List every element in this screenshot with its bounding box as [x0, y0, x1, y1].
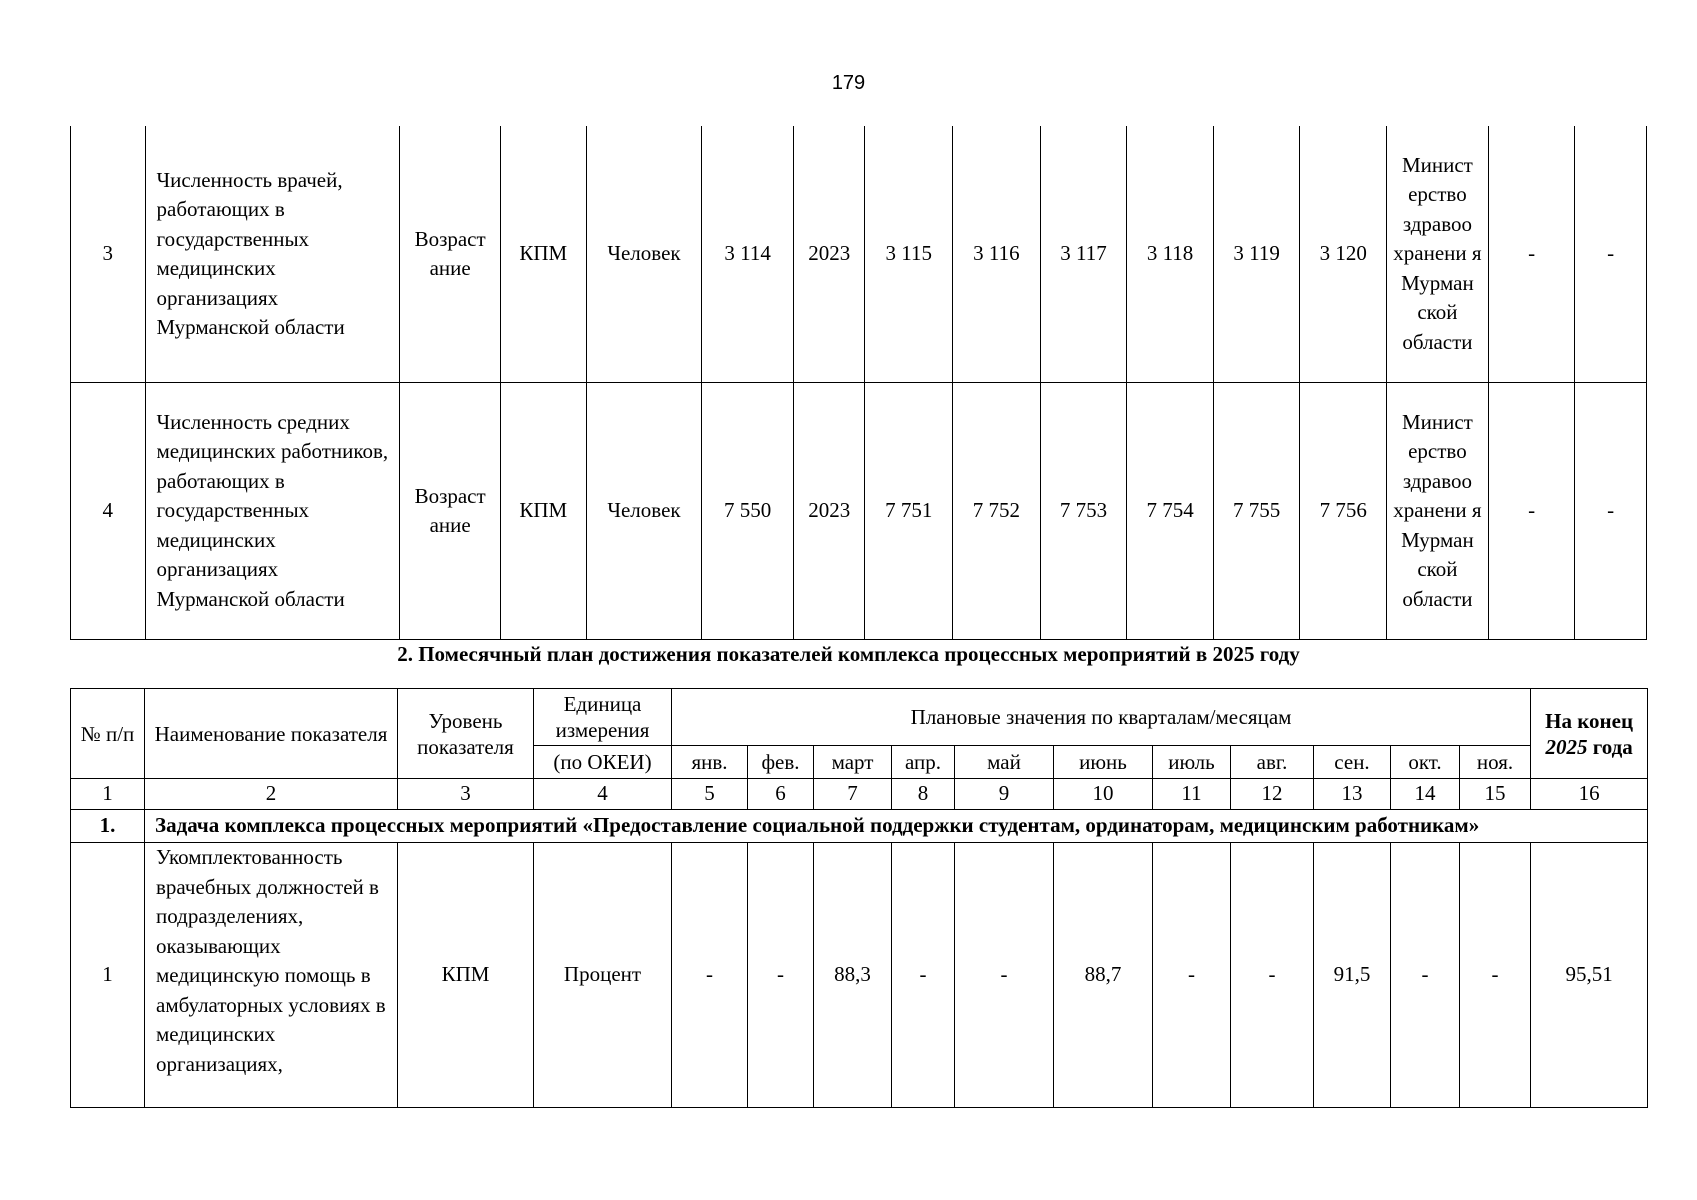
value-cell: 7 752	[953, 383, 1041, 640]
header-row	[71, 689, 1648, 746]
header-end	[1531, 689, 1648, 779]
indicator-unit: Процент	[534, 843, 672, 1108]
column-number: 12	[1231, 779, 1314, 810]
header-unit: Единица измерения	[534, 689, 672, 746]
table-row	[71, 843, 1648, 1108]
month-header: ноя.	[1460, 746, 1531, 779]
indicator-trend: Возраст ание	[400, 126, 501, 383]
header-num: № п/п	[71, 689, 145, 779]
header-end-suffix: года	[1592, 734, 1633, 759]
indicators-table-continuation	[70, 126, 1647, 640]
indicator-unit: Человек	[586, 383, 702, 640]
month-header: июль	[1153, 746, 1231, 779]
row-number: 4	[71, 383, 146, 640]
row-number: 3	[71, 126, 146, 383]
table-row	[71, 126, 1647, 383]
task-text: Задача комплекса процессных мероприятий «Предоставление социальной поддержки студентам, ординаторам, медицинским работникам»	[145, 810, 1648, 843]
month-header: фев.	[748, 746, 814, 779]
task-row	[71, 810, 1648, 843]
indicator-name: Численность врачей, работающих в государственных медицинских организациях Мурманской области	[145, 126, 400, 383]
column-number: 14	[1391, 779, 1460, 810]
month-value: 88,3	[814, 843, 892, 1108]
month-value: -	[672, 843, 748, 1108]
header-unit-sub: (по ОКЕИ)	[534, 746, 672, 779]
value-cell: 3 117	[1040, 126, 1127, 383]
month-header: янв.	[672, 746, 748, 779]
month-header: май	[955, 746, 1054, 779]
month-value: -	[892, 843, 955, 1108]
column-number: 15	[1460, 779, 1531, 810]
month-value: -	[1153, 843, 1231, 1108]
value-cell: 7 753	[1040, 383, 1127, 640]
indicator-level: КПМ	[398, 843, 534, 1108]
month-header: апр.	[892, 746, 955, 779]
indicator-name: Численность средних медицинских работников, работающих в государственных медицинских организациях Мурманской области	[145, 383, 400, 640]
dash-cell: -	[1488, 383, 1575, 640]
value-cell: 3 115	[865, 126, 953, 383]
month-header: окт.	[1391, 746, 1460, 779]
month-value: 91,5	[1314, 843, 1391, 1108]
indicator-trend: Возраст ание	[400, 383, 501, 640]
month-value: 88,7	[1054, 843, 1153, 1108]
dash-cell: -	[1575, 126, 1647, 383]
month-header: авг.	[1231, 746, 1314, 779]
value-cell: 3 120	[1300, 126, 1387, 383]
page-number: 179	[831, 72, 866, 94]
header-end-label: На конец	[1545, 708, 1634, 733]
base-year: 2023	[793, 383, 864, 640]
base-year: 2023	[793, 126, 864, 383]
indicator-level: КПМ	[500, 383, 586, 640]
month-value: -	[1460, 843, 1531, 1108]
section-title: 2. Помесячный план достижения показателей комплекса процессных мероприятий в 2025 году	[397, 642, 1300, 666]
month-header: сен.	[1314, 746, 1391, 779]
indicator-name: Укомплектованность врачебных должностей в подразделениях, оказывающих медицинскую помощь в амбулаторных условиях в медицинских организациях,	[145, 843, 398, 1108]
column-number: 16	[1531, 779, 1648, 810]
table-row	[71, 383, 1647, 640]
column-number: 7	[814, 779, 892, 810]
month-value: -	[955, 843, 1054, 1108]
column-number: 10	[1054, 779, 1153, 810]
column-number: 8	[892, 779, 955, 810]
value-cell: 7 756	[1300, 383, 1387, 640]
base-value: 7 550	[702, 383, 794, 640]
month-value: -	[748, 843, 814, 1108]
dash-cell: -	[1488, 126, 1575, 383]
base-value: 3 114	[702, 126, 794, 383]
column-number: 6	[748, 779, 814, 810]
month-value: -	[1391, 843, 1460, 1108]
value-cell: 3 116	[953, 126, 1041, 383]
row-number: 1	[71, 843, 145, 1108]
column-number: 13	[1314, 779, 1391, 810]
responsible-body: Минист ерство здравоо хранени я Мурман ской области	[1387, 126, 1489, 383]
header-name: Наименование показателя	[145, 689, 398, 779]
header-level: Уровень показателя	[398, 689, 534, 779]
column-number: 9	[955, 779, 1054, 810]
indicator-level: КПМ	[500, 126, 586, 383]
column-number: 3	[398, 779, 534, 810]
header-planned: Плановые значения по кварталам/месяцам	[672, 689, 1531, 746]
month-header: март	[814, 746, 892, 779]
responsible-body: Минист ерство здравоо хранени я Мурман ской области	[1387, 383, 1489, 640]
column-number: 2	[145, 779, 398, 810]
task-number: 1.	[71, 810, 145, 843]
column-number: 5	[672, 779, 748, 810]
column-number: 4	[534, 779, 672, 810]
end-value: 95,51	[1531, 843, 1648, 1108]
monthly-plan-table	[70, 688, 1648, 1108]
column-number: 1	[71, 779, 145, 810]
dash-cell: -	[1575, 383, 1647, 640]
month-header: июнь	[1054, 746, 1153, 779]
column-number-row	[71, 779, 1648, 810]
value-cell: 3 118	[1127, 126, 1214, 383]
value-cell: 7 751	[865, 383, 953, 640]
month-value: -	[1231, 843, 1314, 1108]
indicator-unit: Человек	[586, 126, 702, 383]
value-cell: 3 119	[1213, 126, 1300, 383]
value-cell: 7 755	[1213, 383, 1300, 640]
value-cell: 7 754	[1127, 383, 1214, 640]
header-end-year: 2025	[1545, 734, 1588, 759]
column-number: 11	[1153, 779, 1231, 810]
